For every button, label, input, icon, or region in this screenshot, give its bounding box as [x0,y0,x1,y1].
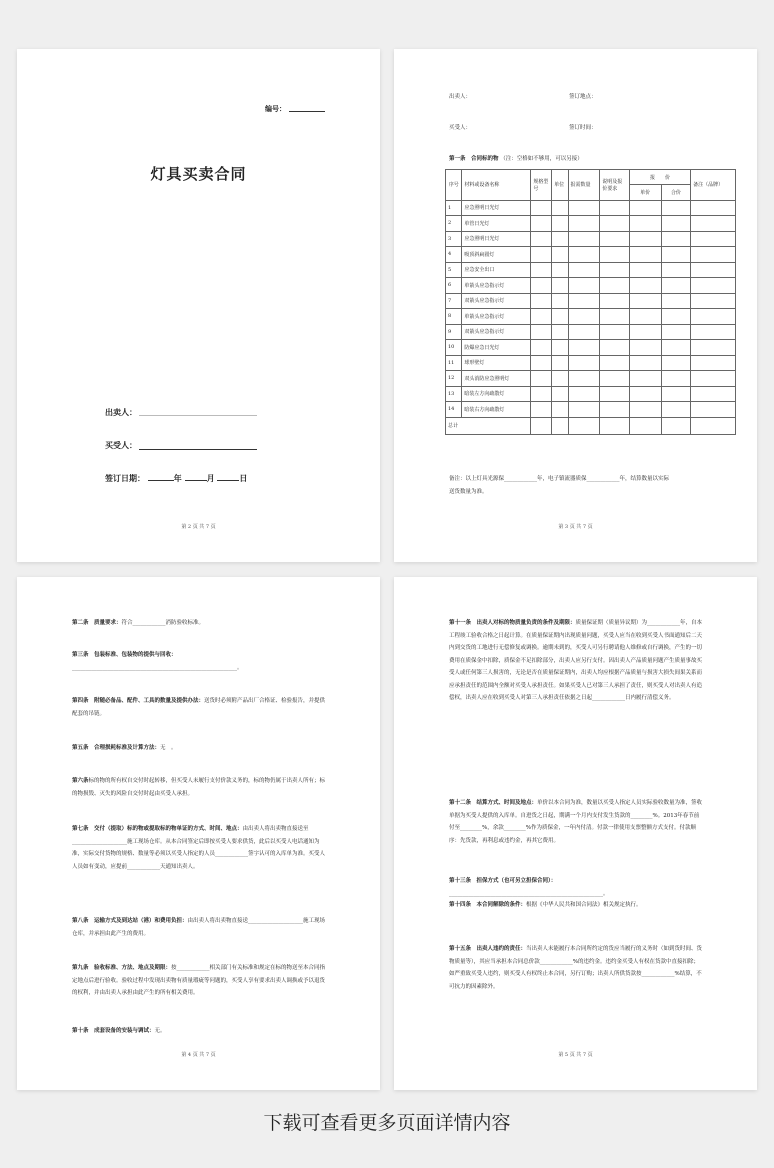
table-row [446,293,736,309]
table-cell [568,231,600,247]
table-cell [568,200,600,216]
clause [72,1025,327,1038]
table-cell [629,355,661,371]
contract-page-clauses-b [394,577,757,1090]
contract-page-clauses-a [17,577,380,1090]
sign-date-row [105,473,247,484]
header-spec: 规格型号 [531,170,552,201]
header-name: 材料或设备名称 [462,170,531,201]
table-cell [629,231,661,247]
table-row [446,340,736,356]
table-row [446,247,736,263]
row-name: 暗装左方向疏散灯 [462,386,531,402]
table-cell [691,278,736,294]
clause [72,915,327,940]
clause-title: 第十一条 出卖人对标的物质量负责的条件及期限： [449,620,576,626]
row-name: 暗装右方向疏散灯 [462,402,531,418]
clause [72,649,327,674]
clause-title: 第八条 运输方式及到达站（港）和费用负担： [72,918,188,924]
table-cell [531,324,552,340]
table-cell [600,216,630,232]
clause [72,775,327,800]
table-cell [568,417,600,434]
table-cell [661,231,691,247]
clause-text: 由出卖人将出卖物直接送____________________施工现场仓库，并承担由此产生的费用。 [72,918,326,937]
clause1-note: （注：空格如不够用，可以另接） [500,156,583,162]
buyer-label: 买受人： [105,441,137,450]
table-cell [691,200,736,216]
table-cell [552,231,568,247]
table-row [446,371,736,387]
table-cell [661,355,691,371]
clause [72,742,327,755]
contract-page-goods [394,49,757,562]
row-seq: 6 [446,278,462,294]
table-cell [661,200,691,216]
buyer-blank [139,449,257,450]
clause-text: 无 。 [160,745,177,751]
clause [72,823,327,873]
table-cell [629,371,661,387]
table-cell [531,231,552,247]
clause [72,695,327,720]
table-cell [552,402,568,418]
seller-blank [139,415,257,416]
clause-text: ____________________________________________________________。 [72,664,243,671]
table-row [446,231,736,247]
table-cell [600,293,630,309]
table-cell [629,200,661,216]
table-cell [629,402,661,418]
table-cell [568,355,600,371]
table-cell [552,340,568,356]
table-cell [629,262,661,278]
table-cell [661,278,691,294]
table-cell [661,216,691,232]
row-name: 应急照明日光灯 [462,200,531,216]
table-cell [552,324,568,340]
table-cell [691,293,736,309]
page-footer: 第 3 页 共 7 页 [558,524,593,530]
row-name: 防爆应急日光灯 [462,340,531,356]
download-caption[interactable]: 下载可查看更多页面详情内容 [263,1112,511,1134]
table-cell [600,231,630,247]
row-seq: 12 [446,371,462,387]
table-cell [531,216,552,232]
table-cell [568,278,600,294]
table-cell [691,386,736,402]
table-cell [552,262,568,278]
table-row [446,402,736,418]
table-cell [552,355,568,371]
table-total-row [446,417,736,434]
table-row [446,200,736,216]
table-cell [568,371,600,387]
table-cell [691,231,736,247]
row-seq: 5 [446,262,462,278]
clause-title: 第十五条 出卖人违约的责任： [449,946,527,952]
clause [449,617,704,705]
table-cell [691,216,736,232]
table-cell [691,324,736,340]
clause-text: 符合____________消防验收标准。 [121,620,205,626]
table-cell [531,247,552,263]
table-cell [600,402,630,418]
header-desc: 说明及报价要求 [600,170,630,201]
table-cell [661,309,691,325]
clause [449,899,704,912]
table-cell [552,216,568,232]
clause-title: 第十条 成套设备的安装与调试： [72,1028,155,1034]
table-cell [629,247,661,263]
header-seq: 序号 [446,170,462,201]
row-name: 单箭头应急指示灯 [462,309,531,325]
row-name: 球形壁灯 [462,355,531,371]
day-blank [217,480,239,481]
seller-label: 出卖人： [105,408,137,417]
table-cell [552,278,568,294]
table-cell [691,262,736,278]
clause-text: 无。 [154,1028,166,1034]
contract-page-cover [17,49,380,562]
seller-label: 出卖人： [449,94,472,100]
clause-text: ________________________________________________________。 [449,890,609,897]
row-seq: 14 [446,402,462,418]
clause-text: 质量保证期（质量异议期）为____________年，自本工程竣工验收合格之日起计算。在质量保证期内出现质量问题，买受人应当在收到买受人书面通知后二天内到交货的工地进行无偿修复或调换。逾期未到的，买受人可另行聘请他人维修或自行调换，产生的一切费用在质保金中扣除，质保金不足扣除部分，出卖人应另行支付。因出卖人产品质量问题产生质量事故买受人或任何第三人损害的，无论是否在质量保证期内，出卖人均应根据产品质量与损害大损失间果关系而应承担责任的范围内全额对买受人承担责任。如果买受人已对第三人承担了责任，则买受人对出卖人有追偿权，出卖人应在收到买受人对第三人承担责任依据之日起____________日内履行清偿义务。 [449,620,703,701]
header-qty: 报需数量 [568,170,600,201]
table-cell [691,247,736,263]
row-seq: 1 [446,200,462,216]
table-cell [629,278,661,294]
clause-text: 按____________相关部门有关标准和规定在标的物送至本合同指定地点后进行验收。验收过程中发现出卖物有质量瑕疵等问题的，买受人享有要求出卖人调换或予以退货的权利，并由出卖人承担由此产生的所有相关费用。 [72,965,326,996]
table-cell [531,371,552,387]
table-cell [629,293,661,309]
header-remark: 备注（品牌） [691,170,736,201]
row-seq: 13 [446,386,462,402]
day-label: 日 [239,474,248,483]
table-cell [629,417,661,434]
page-footer: 第 4 页 共 7 页 [181,1052,216,1058]
table-cell [629,340,661,356]
page-footer: 第 2 页 共 7 页 [181,524,216,530]
table-cell [691,402,736,418]
clause-text: 标的物的所有权自交付时起转移，但买受人未履行支付价款义务的，标的物仍属于出卖人所有；标的物损毁、灭失的风险自交付时起由买受人承担。 [72,778,326,797]
row-seq: 11 [446,355,462,371]
table-note-line: 备注：以上灯具光源保____________年，电子镇流器质保____________年，结算数量以实际 [449,476,670,482]
clause-title: 第十二条 结算方式、时间及地点： [449,800,538,806]
table-cell [552,417,568,434]
clause [449,943,704,993]
clause-text: 送货时必须附产品出厂合格证、检验报告，并提供配套的吊链。 [72,698,326,717]
table-header-row [446,170,736,185]
table-cell [531,262,552,278]
table-cell [552,293,568,309]
row-name: 双头消防应急照明灯 [462,371,531,387]
table-note-line: 送货数量为准。 [449,489,488,495]
table-cell [600,417,630,434]
row-name: 应急安全出口 [462,262,531,278]
page-footer: 第 5 页 共 7 页 [558,1052,593,1058]
table-cell [568,386,600,402]
contract-number-label: 编号： [265,104,286,113]
table-cell [661,324,691,340]
table-row [446,324,736,340]
table-cell [600,247,630,263]
table-cell [691,417,736,434]
table-cell [531,278,552,294]
month-label: 月 [206,474,215,483]
table-cell [552,309,568,325]
clause [72,617,327,630]
table-cell [661,293,691,309]
table-cell [661,402,691,418]
clause [449,875,704,900]
table-cell [600,309,630,325]
year-label: 年 [173,474,182,483]
table-cell [661,386,691,402]
clause-title: 第十四条 本合同解除的条件： [449,902,527,908]
row-name: 单箭头应急指示灯 [462,278,531,294]
table-cell [661,247,691,263]
table-cell [691,371,736,387]
table-cell [600,262,630,278]
header-unit-price: 单价 [629,185,661,201]
contract-number-blank [289,111,325,112]
clause-text: 单价以本合同为准，数量以买受人指定人员实际验收数量为准，签收单据为买受人提供的入库单。自进货之日起，期满一个月内支付发生货款的________%。2013年春节前付至________%，余款________%作为质保金，一年内付清。付款一律使用支票整额方式支付。付款顺序：先货款，再利息或违约金，再其它费用。 [449,800,703,844]
clause1-heading [449,153,583,166]
clause [72,962,327,1000]
table-cell [531,200,552,216]
table-cell [629,309,661,325]
clause-title: 第六条 [72,778,89,784]
row-seq: 10 [446,340,462,356]
clause-title: 第四条 附随必备品、配件、工具的数量及提供办法： [72,698,205,704]
clause-text: 当出卖人未能履行本合同所约定的货应当履行的义务时（如到货时间、货物质量等），其应当承担本合同总价款____________%的违约金。违约金买受人有权在货款中直接扣除；如严重致买受人违约，则买受人有权终止本合同，另行订购；出卖人所供货款按____________%结算，不可抗力的因素除外。 [449,946,703,990]
table-cell [691,309,736,325]
table-cell [661,371,691,387]
clause [449,797,704,847]
table-cell [568,402,600,418]
clause-title: 第二条 质量要求： [72,620,122,626]
clause1-title: 第一条 合同标的物 [449,156,499,162]
table-cell [531,417,552,434]
table-cell [661,340,691,356]
table-cell [600,200,630,216]
year-blank [148,480,174,481]
header-unit: 单位 [552,170,568,201]
buyer-label: 买受人： [449,125,472,131]
table-row [446,386,736,402]
clause-text: 由出卖人将出卖物直接送至____________________施工现场仓库。从本合同签定后即按买受人要求供货，此后以买受人电话通知为准，实际交付货物的规格、数量等必须以买受人指定的人员____________签字认可的入库单为准。买受人人员如有变动，应提前____________天通知出卖人。 [72,826,326,870]
table-cell [629,386,661,402]
row-name: 单管日光灯 [462,216,531,232]
table-cell [600,371,630,387]
table-cell [568,216,600,232]
sign-time-label: 签订时间： [569,125,597,131]
table-cell [568,340,600,356]
table-cell [552,200,568,216]
row-seq: 4 [446,247,462,263]
goods-table-body [446,200,736,417]
row-name: 应急照明日光灯 [462,231,531,247]
table-cell [600,386,630,402]
row-seq: 2 [446,216,462,232]
table-cell [691,355,736,371]
table-cell [531,402,552,418]
clause-title: 第三条 包装标准、包装物的提供与回收： [72,652,177,658]
header-total-price: 合价 [661,185,691,201]
table-row [446,278,736,294]
clause-title: 第十三条 担保方式（也可另立担保合同）： [449,878,557,884]
table-cell [629,324,661,340]
row-seq: 3 [446,231,462,247]
table-row [446,355,736,371]
row-seq: 8 [446,309,462,325]
row-name: 吸顶斜扁圆灯 [462,247,531,263]
clause-text: 根据《中华人民共和国合同法》相关规定执行。 [526,902,642,908]
row-seq: 9 [446,324,462,340]
table-cell [531,340,552,356]
table-cell [600,324,630,340]
total-label: 总计 [446,417,531,434]
table-cell [568,324,600,340]
goods-table [445,169,736,435]
table-cell [568,293,600,309]
table-note [449,473,739,499]
table-cell [552,247,568,263]
table-row [446,216,736,232]
row-seq: 7 [446,293,462,309]
table-cell [568,309,600,325]
table-cell [568,262,600,278]
table-cell [600,340,630,356]
row-name: 双箭头应急指示灯 [462,324,531,340]
table-row [446,262,736,278]
table-cell [552,386,568,402]
table-cell [531,293,552,309]
clause-title: 第五条 合理损耗标准及计算方法： [72,745,161,751]
header-price: 报 价 [629,170,690,185]
table-cell [629,216,661,232]
table-cell [568,247,600,263]
table-cell [661,262,691,278]
table-row [446,309,736,325]
table-cell [531,355,552,371]
row-name: 双箭头应急指示灯 [462,293,531,309]
table-cell [661,417,691,434]
sign-place-label: 签订地点： [569,94,597,100]
table-cell [531,309,552,325]
table-cell [600,355,630,371]
table-cell [600,278,630,294]
contract-title: 灯具买卖合同 [150,165,247,183]
sign-date-label: 签订日期： [105,474,145,483]
clause-title: 第九条 验收标准、方法、地点及期限： [72,965,172,971]
table-cell [552,371,568,387]
clause-title: 第七条 交付（提取）标的物或提取标的物单证的方式、时间、地点： [72,826,243,832]
month-blank [185,480,207,481]
table-cell [531,386,552,402]
table-cell [691,340,736,356]
